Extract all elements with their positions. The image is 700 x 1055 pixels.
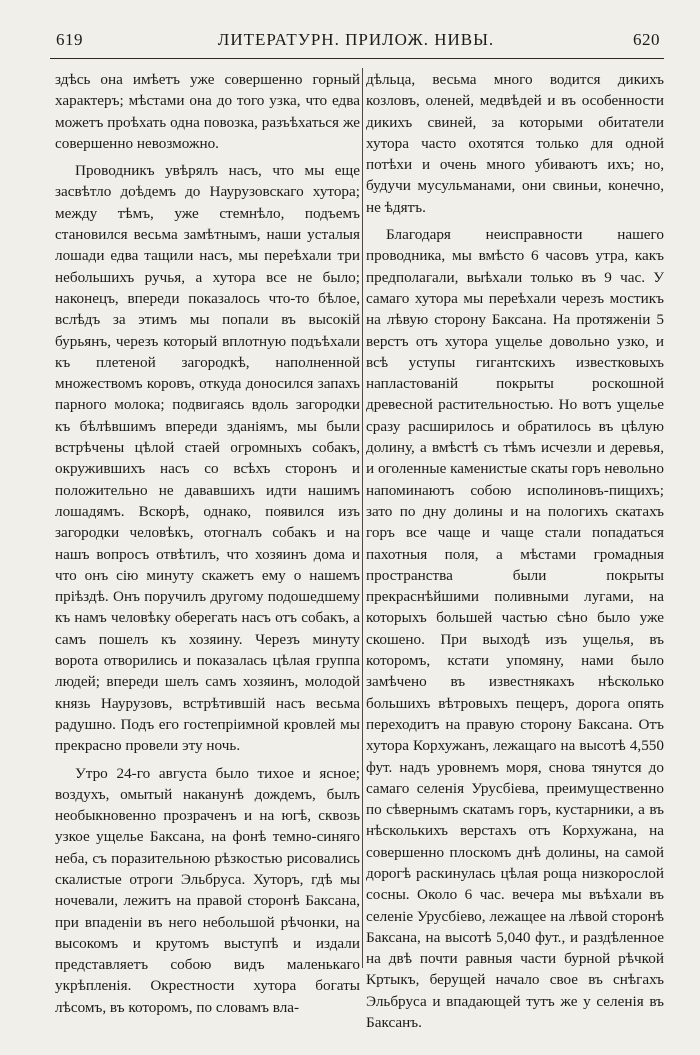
left-column xyxy=(55,69,360,1018)
paragraph-continued: здѣсь она имѣетъ уже совершенно горный характеръ; мѣстами она до того узка, что едва можетъ проѣхать одна повозка, разъѣхаться же совершенно невозможно. xyxy=(55,71,360,152)
paragraph-hunting: дѣльца, весьма много водится дикихъ козловъ, оленей, медвѣдей и въ особенности дикихъ свиней, за которыми обитатели хутора часто охотятся только для одной потѣхи и очень много убиваютъ ихъ; но, будучи мусульманами, они свиньи, конечно, не ѣдятъ. xyxy=(366,71,664,216)
page-number-left: 619 xyxy=(56,30,83,49)
column-separator xyxy=(362,68,363,968)
running-title: ЛИТЕРАТУРН. ПРИЛОЖ. НИВЫ. xyxy=(217,30,495,49)
paragraph-guide: Проводникъ увѣрялъ насъ, что мы еще засвѣтло доѣдемъ до Наурузовскаго хутора; между тѣмъ, уже стемнѣло, подъемъ становился весьма замѣтнымъ, наши усталыя лошади едва тащили насъ, мы переѣхали три небольшихъ ручья, а хутора все не было; наконецъ, впереди показалось что-то бѣлое, вслѣдъ за этимъ мы попали въ высокій бурьянъ, черезъ который вплотную подъѣхали къ плетеной загородкѣ, наполненной множествомъ коровъ, откуда доносился запахъ парного молока; подвигаясь вдоль загородки къ бѣлѣвшимъ впереди зданіямъ, мы были встрѣчены цѣлой стаей огромныхъ собакъ, окружившихъ насъ со всѣхъ сторонъ и положительно не дававшихъ идти нашимъ лошадямъ. Вскорѣ, однако, появился изъ загородки человѣкъ, отогналъ собакъ и на нашъ вопросъ отвѣтилъ, что хозяинъ дома и что онъ сію минуту скажетъ ему о нашемъ пріѣздѣ. Онъ поручилъ другому подошедшему къ намъ человѣку оберегать насъ отъ собакъ, а самъ пошелъ къ хозяину. Черезъ минуту ворота отворились и показалась цѣлая группа людей; впереди шелъ самъ хозяинъ, молодой князь Наурузовъ, встрѣтившій насъ весьма радушно. Подъ его гостепріимной кровлей мы прекрасно провели эту ночь. xyxy=(55,162,360,755)
right-column xyxy=(366,69,664,1033)
paragraph-morning: Утро 24-го августа было тихое и ясное; воздухъ, омытый наканунѣ дождемъ, былъ необыкновенно прозраченъ и на югѣ, сквозь узкое ущелье Баксана, на фонѣ темно-синяго неба, съ поразительною рѣзкостью рисовались скалистые отроги Эльбруса. Хуторъ, гдѣ мы ночевали, лежитъ на правой сторонѣ Баксана, при впаденіи въ него небольшой рѣчонки, на высокомъ и крутомъ выступѣ и издали представляетъ собою видъ маленькаго укрѣпленія. Окрестности хутора богаты лѣсомъ, въ которомъ, по словамъ вла- xyxy=(55,764,360,1016)
page-number-right: 620 xyxy=(633,30,660,49)
header-rule xyxy=(50,58,664,59)
running-header xyxy=(46,26,666,54)
paragraph-journey: Благодаря неисправности нашего проводника, мы вмѣсто 6 часовъ утра, какъ предполагали, выѣхали только въ 9 час. У самаго хутора мы переѣхали черезъ мостикъ на лѣвую сторону Баксана. На протяженіи 5 верстъ отъ хутора ущелье довольно узко, и всѣ уступы гигантскихъ известковыхъ напластованій покрыты роскошной древесной растительностью. Но вотъ ущелье сразу расширилось и обратилось въ цѣлую долину, а вмѣстѣ съ тѣмъ исчезли и деревья, и оголенные каменистые скаты горъ невольно напоминаютъ собою исполиновъ-пищихъ; зато по дну долины и на пологихъ скатахъ горъ все чаще и чаще стали попадаться пахотныя поля, а мѣстами громадныя пространства были покрыты прекраснѣйшими поливными лугами, на которыхъ большей частью сѣно было уже скошено. При выходѣ изъ ущелья, въ которомъ, кстати упомяну, нами было замѣчено въ известнякахъ нѣсколько большихъ вѣтровыхъ пещеръ, дорога опять переходитъ на правую сторону Баксана. Отъ хутора Корхужанъ, лежащаго на высотѣ 4,550 фут. надъ уровнемъ моря, снова тянутся до самаго селенія Урусбіева, преимущественно по сѣвернымъ скатамъ горъ, кустарники, а въ нѣсколькихъ верстахъ отъ Корхужана, на совершенно плоскомъ днѣ долины, на самой дорогѣ раскинулась цѣлая роща низкорослой сосны. Около 6 час. вечера мы въѣхали въ селеніе Урусбіево, лежащее на лѣвой сторонѣ Баксана, на высотѣ 5,040 фут., и раздѣленное на двѣ почти равныя части бурной рѣчкой Кртыкъ, берущей начало свое въ снѣгахъ Эльбруса и впадающей тутъ же у селенія въ Баксанъ. xyxy=(366,226,664,1032)
